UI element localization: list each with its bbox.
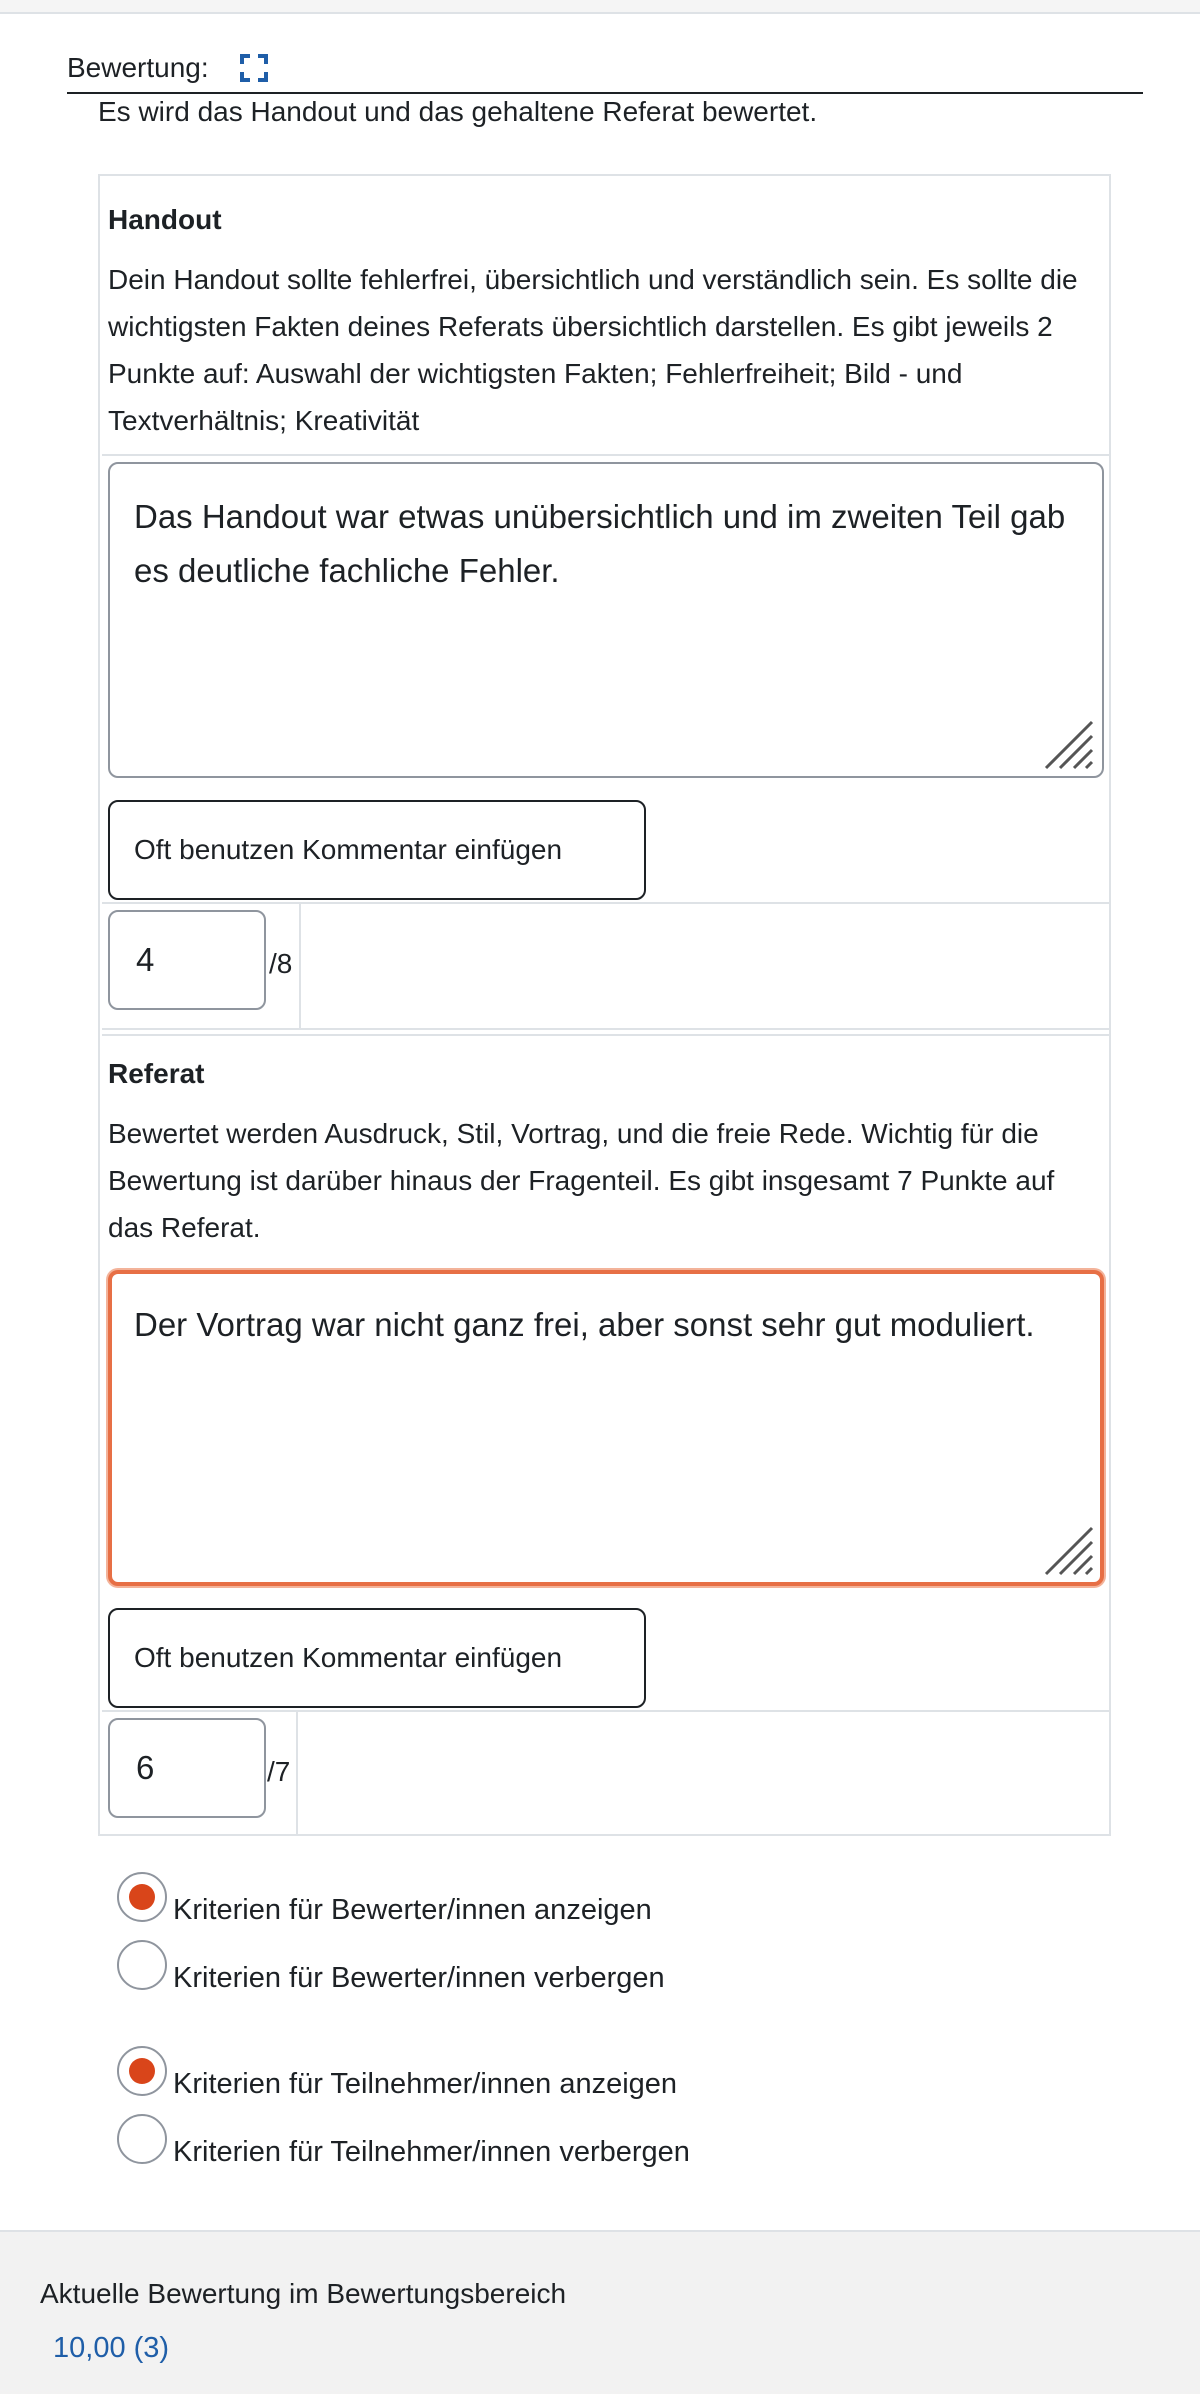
- grading-legend: [67, 48, 1143, 94]
- criterion-remark-input[interactable]: [108, 1270, 1104, 1586]
- grading-legend-label: Bewertung:: [67, 52, 209, 83]
- radio-label: Kriterien für Bewerter/innen verbergen: [173, 1962, 665, 1994]
- current-grade-label: Aktuelle Bewertung im Bewertungsbereich: [40, 2278, 567, 2309]
- criterion-remark-input[interactable]: [108, 462, 1104, 778]
- criterion-description-cell: [102, 176, 1111, 456]
- rubric-intro: Es wird das Handout und das gehaltene Referat bewertet.: [98, 96, 818, 127]
- rubric-table: [98, 174, 1111, 1836]
- score-cell-divider: [299, 904, 301, 1028]
- insert-frequent-comment-button[interactable]: Oft benutzen Kommentar einfügen: [108, 1608, 646, 1708]
- criterion-text: Dein Handout sollte fehlerfrei, übersichtlich und verständlich sein. Es sollte die wichtigsten Fakten deines Referats übersichtlich darstellen. Es gibt jeweils 2 Punkte auf: Auswahl der wichtigsten Fakten; Fehlerfreiheit; Bild - und Textverhältnis; Kreativität: [108, 264, 1078, 436]
- radio-button[interactable]: [117, 2046, 167, 2096]
- criterion-max-score: /8: [269, 948, 293, 979]
- criterion-score-input[interactable]: [108, 910, 266, 1010]
- criterion-score-input[interactable]: [108, 1718, 266, 1818]
- radio-button[interactable]: [117, 1940, 167, 1990]
- radio-label: Kriterien für Teilnehmer/innen verbergen: [173, 2136, 690, 2168]
- expand-icon[interactable]: [239, 53, 269, 83]
- row-divider: [102, 1028, 1111, 1030]
- insert-frequent-comment-button[interactable]: Oft benutzen Kommentar einfügen: [108, 800, 646, 900]
- radio-label: Kriterien für Bewerter/innen anzeigen: [173, 1894, 652, 1926]
- current-grade-panel: [0, 2230, 1200, 2394]
- criterion-title: Referat: [108, 1058, 205, 1089]
- top-strip: [0, 0, 1200, 14]
- row-divider: [102, 902, 1111, 904]
- current-grade-value: 10,00 (3): [53, 2332, 170, 2364]
- radio-button[interactable]: [117, 1872, 167, 1922]
- score-cell-divider: [296, 1712, 298, 1836]
- criterion-max-score: /7: [267, 1756, 291, 1787]
- radio-label: Kriterien für Teilnehmer/innen anzeigen: [173, 2068, 678, 2100]
- row-divider: [102, 1710, 1111, 1712]
- radio-button[interactable]: [117, 2114, 167, 2164]
- criterion-description-cell: [102, 1036, 1111, 1243]
- criterion-text: Bewertet werden Ausdruck, Stil, Vortrag, und die freie Rede. Wichtig für die Bewertung ist darüber hinaus der Fragenteil. Es gibt insgesamt 7 Punkte auf das Referat.: [108, 1118, 1055, 1243]
- criterion-title: Handout: [108, 204, 222, 235]
